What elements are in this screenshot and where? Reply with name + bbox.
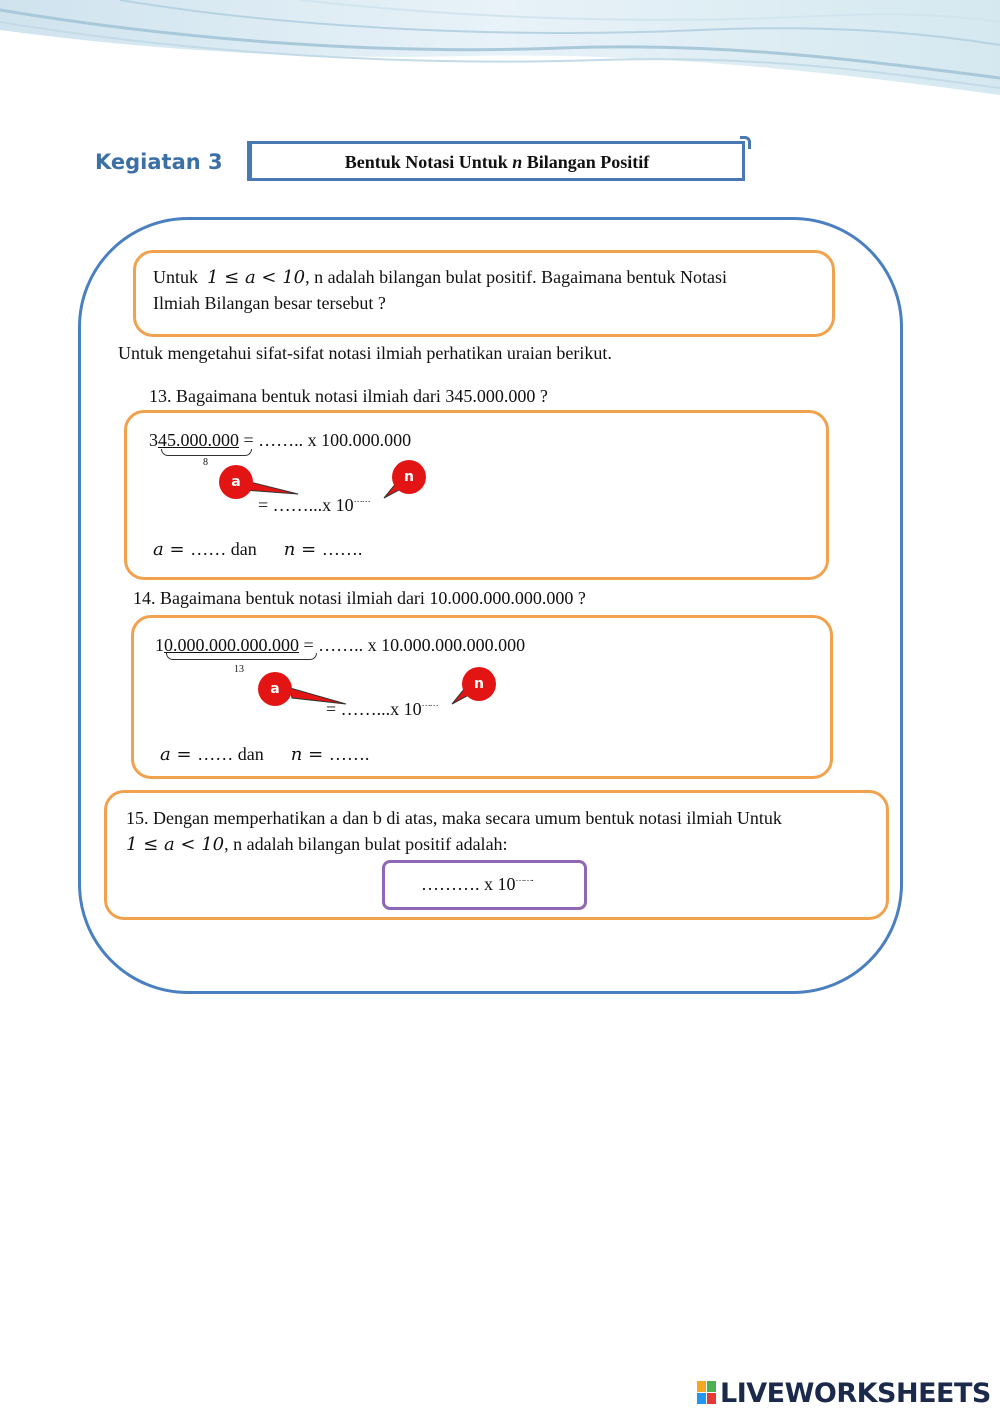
question-13: 13. Bagaimana bentuk notasi ilmiah dari 345.000.000 ? xyxy=(149,386,548,406)
liveworksheets-mark-icon xyxy=(697,1381,717,1405)
q14-equation-2-text: = ……...x 10 xyxy=(326,699,422,719)
title-text-n: n xyxy=(512,152,523,172)
header-wave-decoration xyxy=(0,0,1000,105)
title-text-post: Bilangan Positif xyxy=(522,152,650,172)
q13-n-blank[interactable]: ……. xyxy=(321,539,363,559)
q14-lead-digit: 1 xyxy=(155,635,164,655)
q14-n-bubble[interactable]: n xyxy=(462,667,496,701)
q13-n-label: n = xyxy=(283,539,322,560)
lead-paragraph: Untuk mengetahui sifat-sifat notasi ilmiah perhatikan uraian berikut. xyxy=(118,343,612,363)
q13-equation-2-text: = ……...x 10 xyxy=(258,495,354,515)
title-box-tab xyxy=(740,136,751,149)
q14-a-bubble[interactable]: a xyxy=(258,672,292,706)
q13-exponent-blank[interactable]: …… xyxy=(353,494,370,504)
q13-a-blank[interactable]: …… dan xyxy=(190,539,257,559)
q14-exponent-blank[interactable]: …… xyxy=(421,698,438,708)
q14-equation-1-rest: = …….. x 10.000.000.000.000 xyxy=(299,635,526,655)
q13-brace-count: 8 xyxy=(203,457,208,468)
q13-underbrace xyxy=(161,449,252,456)
intro-untuk: Untuk xyxy=(153,267,198,287)
q13-equation-2 xyxy=(258,492,370,521)
liveworksheets-logo xyxy=(697,1378,991,1409)
q14-a-blank[interactable]: …… dan xyxy=(197,744,264,764)
q14-answers xyxy=(160,741,369,768)
activity-heading: Kegiatan 3 xyxy=(95,150,223,174)
intro-condition: 1 ≤ a < 10 xyxy=(207,267,306,288)
q14-n-label: n = xyxy=(290,744,329,765)
q14-equation-2 xyxy=(326,696,438,725)
q15-line-2-rest: , n adalah bilangan bulat positif adalah: xyxy=(224,834,508,854)
intro-line-2: Ilmiah Bilangan besar tersebut ? xyxy=(153,293,386,313)
q13-a-bubble[interactable]: a xyxy=(219,465,253,499)
q14-underlined-digits: 0.000.000.000.000 xyxy=(164,635,299,655)
q14-brace-count: 13 xyxy=(234,664,244,675)
q15-answer-text[interactable] xyxy=(421,871,533,900)
q15-condition: 1 ≤ a < 10 xyxy=(126,834,225,855)
q15-line-2 xyxy=(126,831,508,858)
question-14: 14. Bagaimana bentuk notasi ilmiah dari 10.000.000.000.000 ? xyxy=(133,588,586,608)
q13-lead-digit: 3 xyxy=(149,430,158,450)
q14-n-blank[interactable]: ……. xyxy=(328,744,370,764)
intro-line-1 xyxy=(153,264,727,291)
q13-a-label: a = xyxy=(153,539,191,560)
q15-line-1: 15. Dengan memperhatikan a dan b di atas, maka secara umum bentuk notasi ilmiah Untuk xyxy=(126,808,782,828)
q13-underlined-digits: 45.000.000 xyxy=(158,430,239,450)
q14-underbrace xyxy=(166,653,317,660)
title-text-pre: Bentuk Notasi Untuk xyxy=(344,152,513,172)
q13-n-bubble[interactable]: n xyxy=(392,460,426,494)
q13-answers xyxy=(153,536,362,563)
section-title xyxy=(247,141,745,181)
q15-answer-main[interactable]: ………. x 10 xyxy=(421,874,516,894)
intro-line-1-rest: , n adalah bilangan bulat positif. Bagaimana bentuk Notasi xyxy=(305,267,728,287)
q13-equation-1-rest: = …….. x 100.000.000 xyxy=(239,430,412,450)
liveworksheets-brand-text: LIVEWORKSHEETS xyxy=(720,1378,991,1409)
q15-exponent-blank[interactable]: ……. xyxy=(515,873,533,883)
q14-a-label: a = xyxy=(160,744,198,765)
